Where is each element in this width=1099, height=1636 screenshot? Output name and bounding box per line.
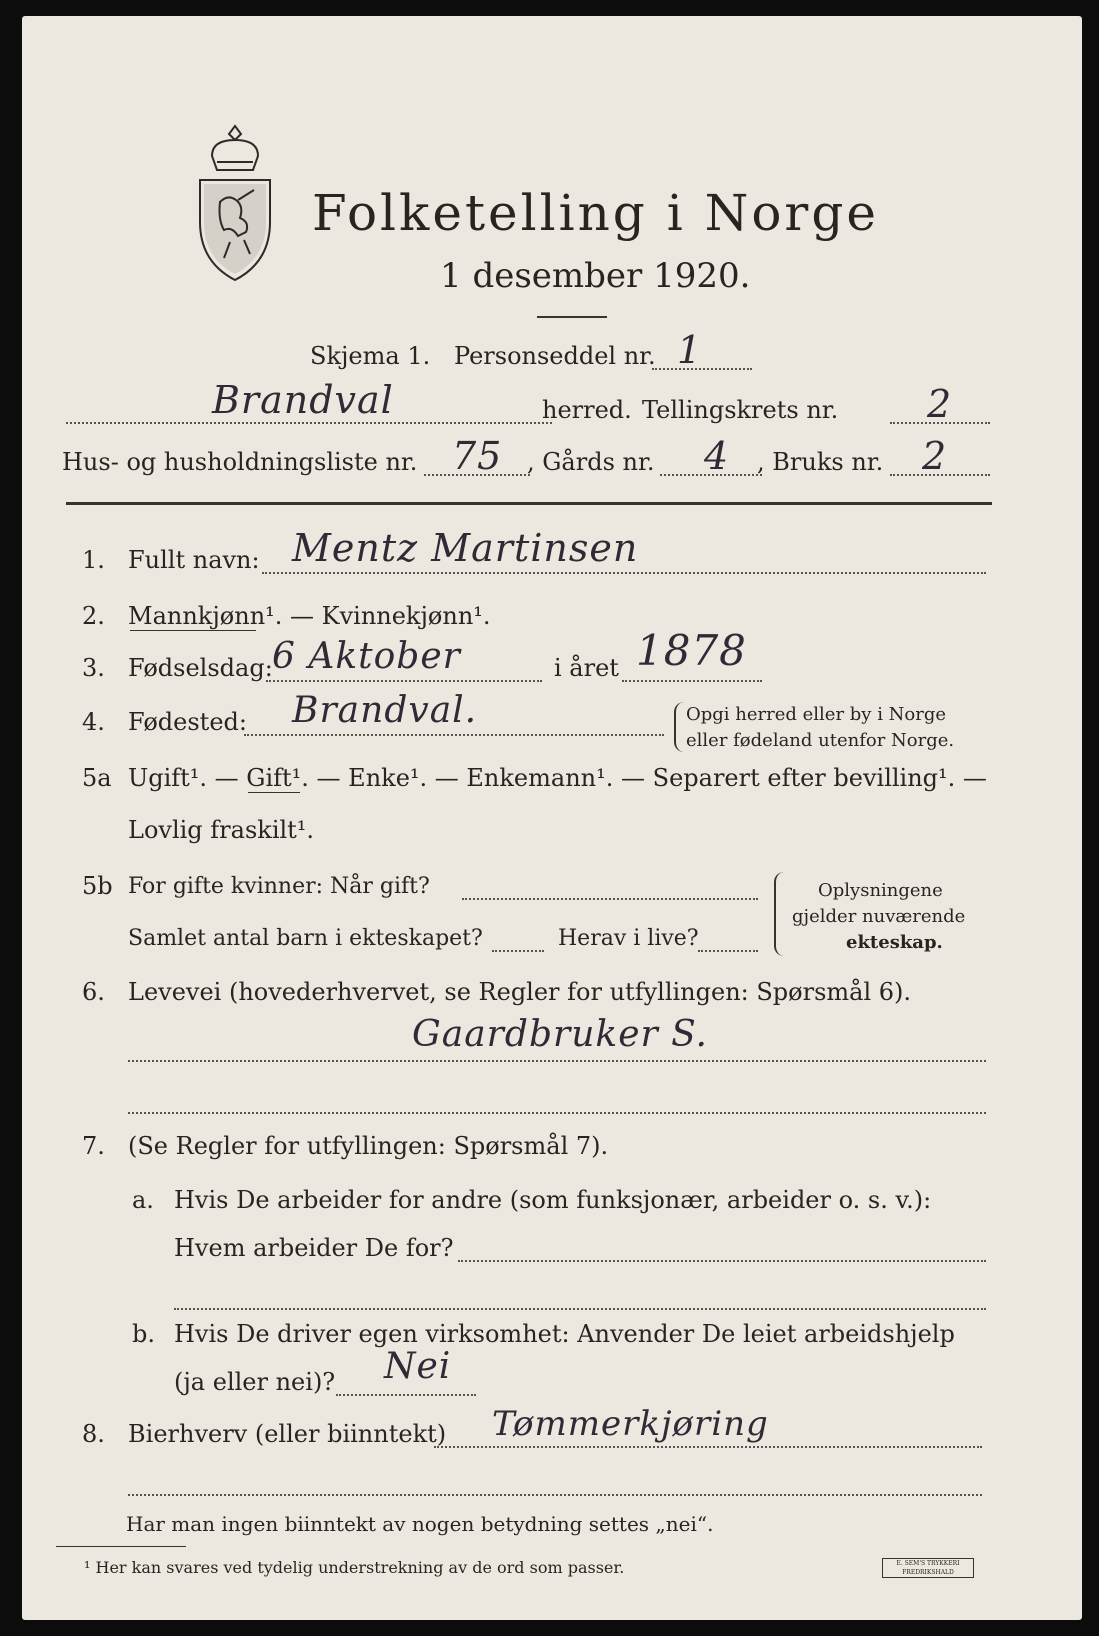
q1-value[interactable]: Mentz Martinsen (292, 526, 639, 570)
q3-number: 3. (82, 654, 105, 682)
q4-note-1: Opgi herred eller by i Norge (686, 704, 947, 725)
q7a-line-2 (174, 1308, 986, 1310)
q3-year-label: i året (554, 654, 619, 682)
q7b-number: b. (132, 1320, 155, 1348)
tellingskrets-label: Tellingskrets nr. (642, 396, 839, 424)
q6-line-1 (128, 1060, 986, 1062)
q3-value[interactable]: 6 Aktober (272, 636, 461, 677)
form-date: 1 desember 1920. (440, 256, 751, 296)
q7-label: (Se Regler for utfyllingen: Spørsmål 7). (128, 1132, 609, 1160)
q4-line (244, 734, 664, 736)
hus-value[interactable]: 75 (452, 434, 503, 478)
bruks-label: , Bruks nr. (757, 448, 884, 476)
gards-label: , Gårds nr. (527, 448, 655, 476)
form-title: Folketelling i Norge (312, 184, 879, 242)
footnote-divider (56, 1546, 186, 1547)
q5b-line-3 (698, 950, 758, 952)
q5a-text-2: Lovlig fraskilt¹. (128, 816, 315, 844)
schema-label: Skjema 1. (310, 342, 431, 370)
q5b-label-2: Samlet antal barn i ekteskapet? (128, 926, 483, 951)
q4-value[interactable]: Brandval. (292, 690, 478, 731)
q7a-number: a. (132, 1186, 154, 1214)
personseddel-label: Personseddel nr. (454, 342, 656, 370)
herred-value[interactable]: Brandval (212, 378, 394, 422)
q7b-text: Hvis De driver egen virksomhet: Anvender De leiet arbeidshjelp (174, 1320, 955, 1348)
bruks-value[interactable]: 2 (922, 434, 948, 478)
q8-line-1 (434, 1446, 982, 1448)
q1-label: Fullt navn: (128, 546, 260, 574)
q5b-note-1: Oplysningene (818, 880, 943, 901)
q6-label: Levevei (hovederhvervet, se Regler for utfyllingen: Spørsmål 6). (128, 978, 912, 1006)
q5b-brace (774, 872, 786, 956)
q2-number: 2. (82, 602, 105, 630)
footer-note: Har man ingen biinntekt av nogen betydning settes „nei“. (126, 1512, 714, 1536)
q5b-note-3: ekteskap. (846, 932, 943, 953)
q5b-label-3: Herav i live? (558, 926, 699, 951)
q7b-text-2: (ja eller nei)? (174, 1368, 336, 1396)
hus-label: Hus- og husholdningsliste nr. (62, 448, 418, 476)
q6-value[interactable]: Gaardbruker S. (412, 1014, 708, 1055)
tellingskrets-value[interactable]: 2 (927, 382, 953, 426)
q4-note-2: eller fødeland utenfor Norge. (686, 730, 955, 751)
q5a-underline-mark (248, 792, 300, 793)
q4-brace (674, 702, 684, 752)
q7b-line (336, 1394, 476, 1396)
herred-label: herred. (542, 396, 632, 424)
q5b-label-1: For gifte kvinner: Når gift? (128, 874, 430, 899)
title-divider (537, 316, 607, 318)
q7a-text: Hvis De arbeider for andre (som funksjonær, arbeider o. s. v.): (174, 1186, 932, 1214)
q5b-line-2 (492, 950, 544, 952)
q2-text: Mannkjønn¹. — Kvinnekjønn¹. (128, 602, 491, 630)
q7b-value[interactable]: Nei (384, 1346, 452, 1387)
q1-number: 1. (82, 546, 105, 574)
printer-mark: E. SEM'S TRYKKERI FREDRIKSHALD (882, 1558, 974, 1578)
herred-line (66, 422, 552, 424)
q6-line-2 (128, 1112, 986, 1114)
q7a-text-2: Hvem arbeider De for? (174, 1234, 454, 1262)
q3-label: Fødselsdag: (128, 654, 273, 682)
footnote: ¹ Her kan svares ved tydelig understrekning av de ord som passer. (84, 1558, 625, 1577)
gards-value[interactable]: 4 (704, 434, 730, 478)
q6-number: 6. (82, 978, 105, 1006)
q1-line (262, 572, 986, 574)
census-form (22, 16, 1082, 1620)
q3-line (266, 680, 542, 682)
q8-label: Bierhverv (eller biinntekt) (128, 1420, 447, 1448)
q5a-text: Ugift¹. — Gift¹. — Enke¹. — Enkemann¹. — Separert efter bevilling¹. — (128, 764, 987, 792)
q5b-note-2: gjelder nuværende (792, 906, 966, 927)
q7a-line-1 (458, 1260, 986, 1262)
q3-year-value[interactable]: 1878 (636, 626, 747, 675)
q5b-line-1 (462, 898, 758, 900)
q5a-number: 5a (82, 764, 112, 792)
header-rule (66, 502, 992, 505)
q8-value[interactable]: Tømmerkjøring (492, 1404, 769, 1444)
q8-line-2 (128, 1494, 982, 1496)
q4-number: 4. (82, 708, 105, 736)
q4-label: Fødested: (128, 708, 247, 736)
q7-number: 7. (82, 1132, 105, 1160)
personseddel-value[interactable]: 1 (677, 328, 703, 372)
q2-underline-mark (130, 630, 256, 631)
q5b-number: 5b (82, 872, 113, 900)
q3-year-line (622, 680, 762, 682)
q8-number: 8. (82, 1420, 105, 1448)
coat-of-arms-icon (190, 122, 280, 282)
